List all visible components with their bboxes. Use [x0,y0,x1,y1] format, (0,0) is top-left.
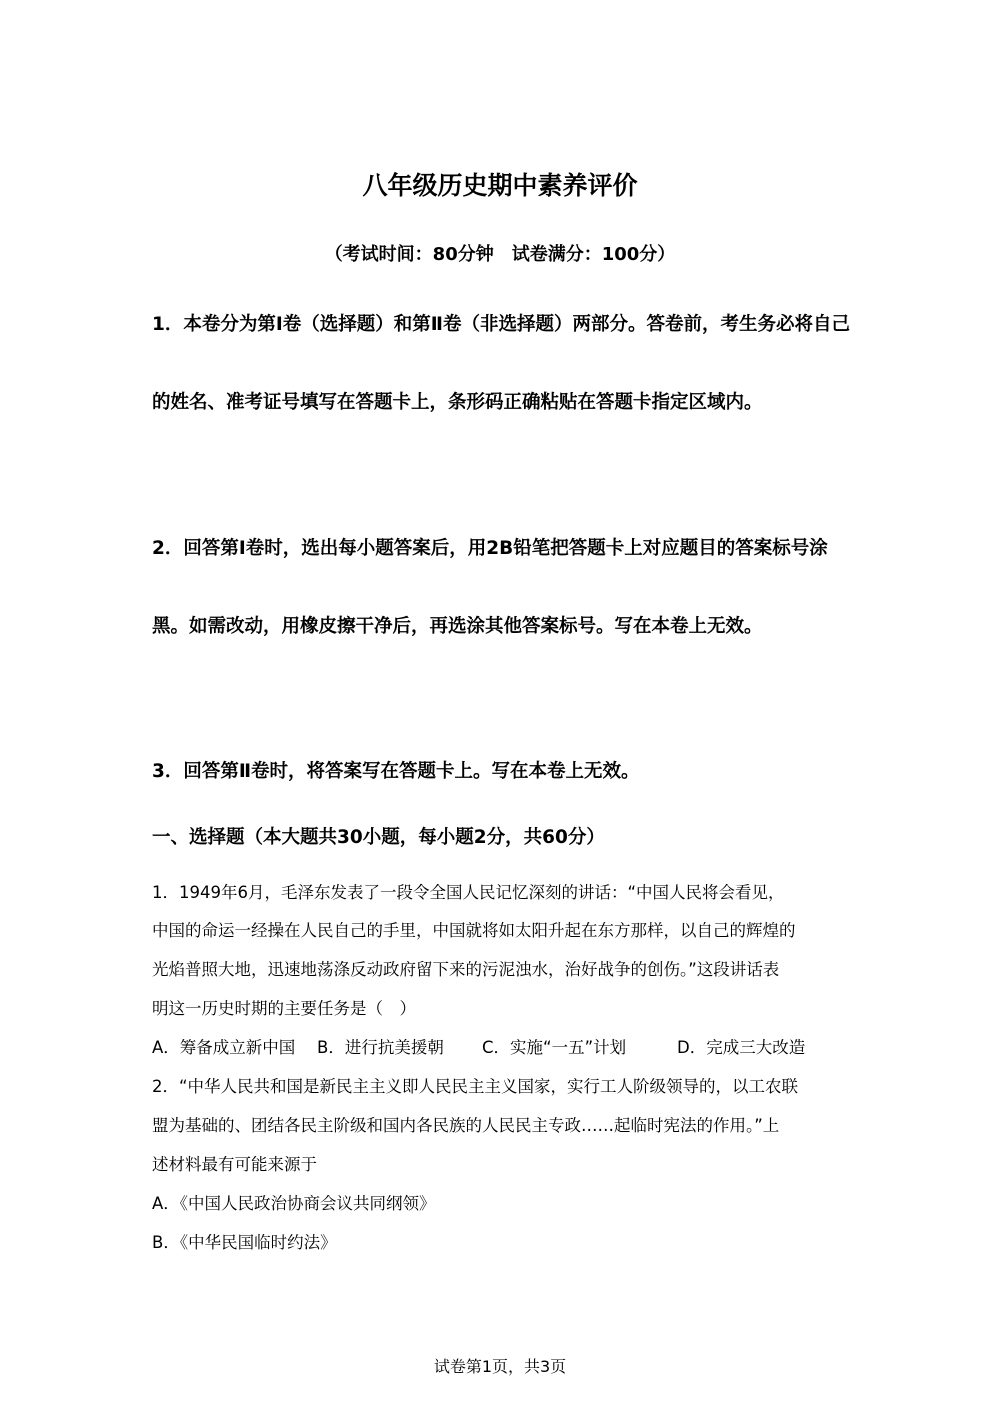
notice-item-2: 2．回答第Ⅰ卷时，选出每小题答案后，用2B铅笔把答题卡上对应题目的答案标号涂黑。如需改动，用橡皮擦干净后，再选涂其他答案标号。写在本卷上无效。 [152,538,828,637]
notice-item-3: 3．回答第Ⅱ卷时，将答案写在答题卡上。写在本卷上无效。 [152,761,640,782]
question-1-line-2: 中国的命运一经操在人民自己的手里，中国就将如太阳升起在东方那样，以自己的辉煌的 [152,921,796,940]
exam-title: 八年级历史期中素养评价 [362,171,638,200]
question-2-line-3: 述材料最有可能来源于 [152,1155,317,1174]
question-2-option-b: B．《中华民国临时约法》 [152,1233,337,1252]
exam-subtitle: （考试时间：80分钟 试卷满分：100分） [324,244,676,265]
question-2-line-2: 盟为基础的、团结各民主阶级和国内各民族的人民民主专政……起临时宪法的作用。”上 [152,1116,780,1135]
question-1-line-3: 光焰普照大地，迅速地荡涤反动政府留下来的污泥浊水，治好战争的创伤。”这段讲话表 [152,960,780,979]
notice-item-1: 1．本卷分为第Ⅰ卷（选择题）和第Ⅱ卷（非选择题）两部分。答卷前，考生务必将自己的姓名、准考证号填写在答题卡上，条形码正确粘贴在答题卡指定区域内。 [152,314,850,413]
question-2-option-a: A．《中国人民政治协商会议共同纲领》 [152,1194,436,1213]
question-1-line-4: 明这一历史时期的主要任务是（ ） [152,999,416,1018]
question-1-line-1: 1．1949年6月，毛泽东发表了一段令全国人民记忆深刻的讲话：“中国人民将会看见， [152,883,785,902]
section-heading: 一、选择题（本大题共30小题，每小题2分，共60分） [152,827,605,848]
question-1-option-b: B．进行抗美援朝 [317,1038,444,1057]
question-1-option-c: C．实施“一五”计划 [482,1038,627,1057]
question-1-options [152,1035,862,1061]
question-2-line-1: 2．“中华人民共和国是新民主主义即人民民主主义国家，实行工人阶级领导的，以工农联 [152,1077,799,1096]
question-1-option-d: D．完成三大改造 [677,1038,806,1057]
question-1-option-a: A．筹备成立新中国 [152,1038,296,1057]
page-footer: 试卷第1页，共3页 [433,1357,567,1376]
